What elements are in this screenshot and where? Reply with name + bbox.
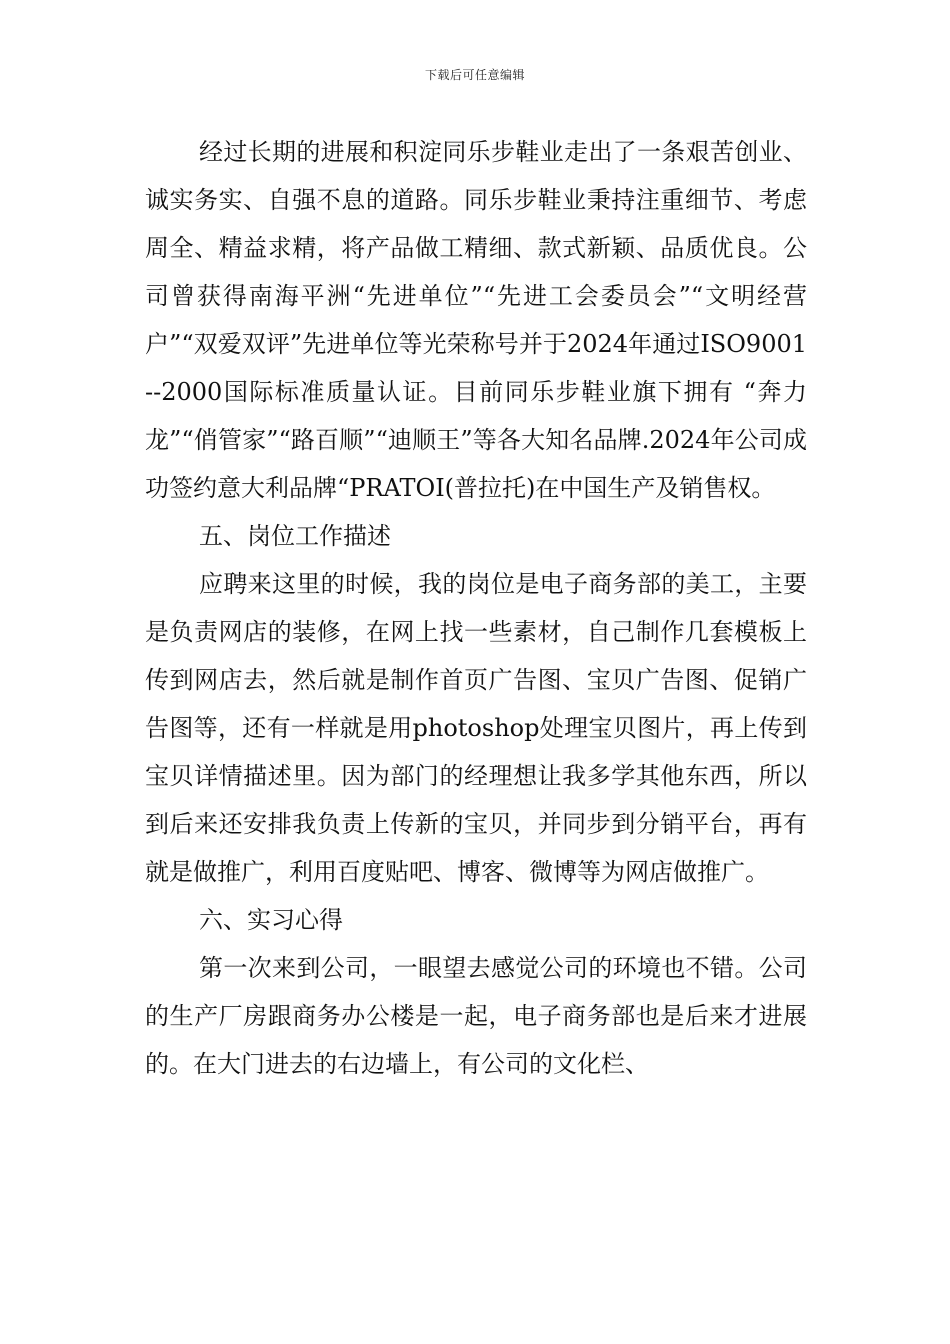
paragraph-company-history: 经过长期的进展和积淀同乐步鞋业走出了一条艰苦创业、诚实务实、自强不息的道路。同乐步鞋业秉持注重细节、考虑周全、精益求精，将产品做工精细、款式新颖、品质优良。公司曾获得南海平洲“先进单位”“先进工会委员会”“文明经营户”“双爱双评”先进单位等光荣称号并于2024年通过ISO9001--2000国际标准质量认证。目前同乐步鞋业旗下拥有 “奔力龙”“俏管家”“路百顺”“迪顺王”等各大知名品牌.2024年公司成功签约意大利品牌“PRATOI(普拉托)在中国生产及销售权。 [145, 138, 807, 502]
document-body [145, 128, 807, 1088]
page-header-note: 下载后可任意编辑 [424, 68, 525, 82]
section-heading-job-description: 五、岗位工作描述 [199, 522, 391, 550]
paragraph-internship-reflection: 第一次来到公司，一眼望去感觉公司的环境也不错。公司的生产厂房跟商务办公楼是一起，电子商务部也是后来才进展的。在大门进去的右边墙上，有公司的文化栏、 [145, 954, 807, 1078]
section-heading-internship-reflection: 六、实习心得 [199, 906, 343, 934]
paragraph-job-description: 应聘来这里的时候，我的岗位是电子商务部的美工，主要是负责网店的装修，在网上找一些素材，自己制作几套模板上传到网店去，然后就是制作首页广告图、宝贝广告图、促销广告图等，还有一样就是用photoshop处理宝贝图片，再上传到宝贝详情描述里。因为部门的经理想让我多学其他东西，所以到后来还安排我负责上传新的宝贝，并同步到分销平台，再有就是做推广，利用百度贴吧、博客、微博等为网店做推广。 [145, 570, 807, 886]
